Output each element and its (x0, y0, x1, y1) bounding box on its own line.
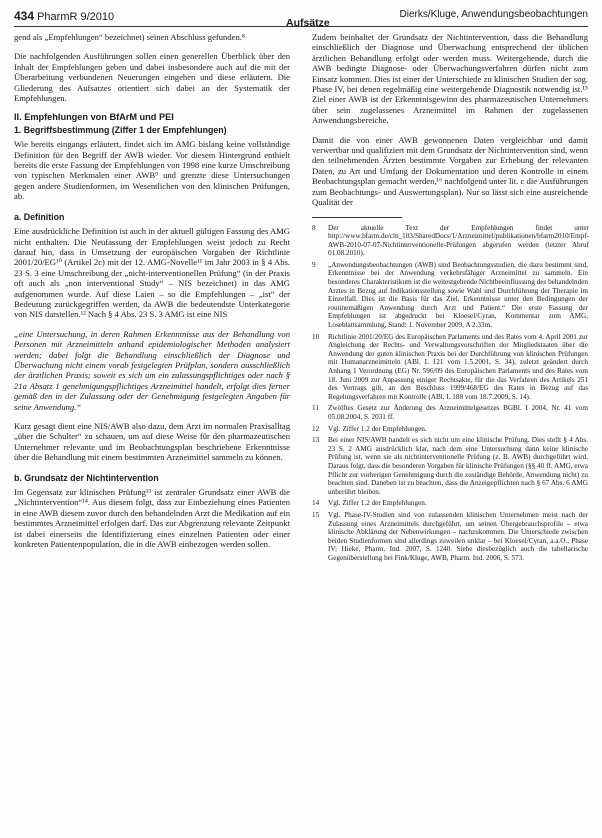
left-column (14, 32, 290, 558)
footnote-text: Vgl. Ziffer 1.2 der Empfehlungen. (328, 424, 427, 433)
footnote (312, 404, 588, 421)
footnote-text: Bei einer NIS/AWB handelt es sich nicht um eine klinische Prüfung. Dies stellt § 4 Abs. 23 S. 2 AMG ausdrücklich klar, nach dem eine Untersuchung dann keine klinische Prüfung ist, wenn sie als nichtinterventionelle Prüfung (z. B. AWB) durchgeführt wird. Daraus folgt, dass die besonderen Vorgaben für klinische Prüfungen (§§ 40 ff. AMG, etwa Pflicht zur vorherigen Genehmigung durch die zuständige Behörde, Anwendung nicht) zu beachten sind. Daneben ist zu beachten, dass die Anzeigepflichten nach § 67 Abs. 6 AMG unberührt bleiben. (328, 436, 588, 496)
footnote-text: Vgl. Ziffer 1.2 der Empfehlungen. (328, 499, 427, 508)
footnote-number: 9 (312, 260, 316, 269)
paragraph: gend als „Empfehlungen“ bezeichnet) seinen Abschluss gefunden.⁸ (14, 32, 245, 42)
footnote (312, 499, 588, 508)
footnote-text: Vgl. Phase-IV-Studien sind von zulassenden klinischen Unternehmen meist nach der Zulassung eines Arzneimittels durchgeführt, um seinen Übergebrauchsprofile – etwa klinische Abklärung der Nebenwirkungen – nachzukommen. Die Unterschiede zwischen beiden Studienformen sind allerdings zuweilen unklar – bei Kloesel/Cyran, a.a.O., Phase IV; Hieke, Pharm. Ind. 2007, S. 1240. Siehe diesbezüglich auch die tabellarische Gegenüberstellung bei Fink/Kluge, AWB, Pharm. Ind. 2006, S. 573. (328, 510, 588, 562)
page-number: 434 (14, 9, 35, 23)
journal-issue: PharmR 9/2010 (37, 11, 115, 23)
header-left (14, 9, 114, 23)
footnote-separator (312, 217, 402, 218)
footnote-text: Richtlinie 2001/20/EG des Europäischen Parlaments und des Rates vom 4. April 2001 zur Angleichung der Rechts- und Verwaltungsvorschriften der Mitgliedstaaten über die Anwendung der guten klinischen Praxis bei der Durchführung von klinischen Prüfungen mit Humanarzneimitteln (ABl. L 121 vom 1.5.2001, S. 34), zuletzt geändert durch Anhang 1 Verordnung (EG) Nr. 596/09 des Europäischen Parlaments und des Rates vom 18. Juni 2009 zur Anpassung einiger Rechtsakte, für die das Verfahren des Artikels 251 des Vertrags gilt, an den Beschluss 1999/468/EG des Rates in Bezug auf das Regelungsverfahren mit Kontrolle (ABl. L 188 vom 18.7.2009, S. 14). (328, 332, 588, 401)
footnote-text: „Anwendungsbeobachtungen (AWB) sind Beobachtungsstudien, die dazu bestimmt sind, Erkenntnisse bei der Anwendung verkehrsfähiger Arzneimittel zu sammeln. Ein besonderes Charakteristikum ist die weitestgehende Nichtbeeinflussung des behandelnden Arztes in Bezug auf Indikationsstellung sowie Wahl und Durchführung der Therapie im Einzelfall. Dies ist die Basis für das Ziel, Erkenntnisse unter den Bedingungen der routinemäßigen Anwendung durch Arzt und Patient.“ Die erste Fassung der Empfehlungen ist abgedruckt bei Kloesel/Cyran, Kommentar zum AMG, Loseblattsammlung, Stand: 1. November 2009, A 2.33m. (328, 260, 588, 330)
footnote-number: 14 (312, 499, 320, 508)
paragraph: Zudem beinhaltet der Grundsatz der Nichtintervention, dass die Behandlung einschließlich der Diagnose und Überwachung entsprechend der üblichen ärztlichen Behandlung erfolgt oder werden muss. Weitergehende, durch die AWB bedingte Diagnose- oder Überwachungsverfahren dürfen nicht zum Einsatz kommen. Dies ist einer der Unterschiede zu klinischen Studien der sog. Phase IV, bei denen regelmäßig eine weitergehende Diagnostik notwendig ist.¹⁵ Ziel einer AWB ist der Erkenntnisgewinn des pharmazeutischen Unternehmers über sein zugelassenes Arzneimittel im Rahmen der zugelassenen Anwendungsbereiche. (312, 32, 588, 126)
paragraph: Im Gegensatz zur klinischen Prüfung¹³ ist zentraler Grundsatz einer AWB die „Nichtintervention“¹⁴. Aus diesem folgt, dass zur Einbeziehung eines Patienten in eine AWB diesem zuvor durch den behandelnden Arzt die Medikation auf ein bestimmtes Arzneimittel erfolgen darf. Das zur Abgrenzung relevante Zeitpunkt ist dabei einerseits die Identifizierung eines einzelnen Patienten oder einer konkreten Patientenpopulation, die in die AWB einbezogen werden sollen. (14, 487, 290, 550)
footnote-number: 15 (312, 510, 320, 519)
footnote (312, 333, 588, 402)
header-rule (14, 26, 588, 27)
footnote-number: 8 (312, 223, 316, 232)
subsection-heading: 1. Begriffsbestimmung (Ziffer 1 der Empfehlungen) (14, 124, 227, 135)
right-column (312, 32, 588, 565)
footnote-number: 13 (312, 436, 320, 445)
footnote (312, 511, 588, 563)
subheading-definition: a. Definition (14, 211, 65, 222)
footnote (312, 425, 588, 434)
footnote-text: Zwölftes Gesetz zur Änderung des Arzneimittelgesetzes BGBl. I 2004, Nr. 41 vom 05.08.2004, S. 2031 ff. (328, 404, 588, 421)
footnote (312, 436, 588, 496)
footnote (312, 224, 588, 258)
paragraph: Eine ausdrückliche Definition ist auch in der aktuell gültigen Fassung des AMG nicht enthalten. Die Neufassung der Empfehlungen weist jedoch zu Recht darauf hin, dass in Umsetzung der europäischen Vorgaben der Richtlinie 2001/20/EG¹⁰ (Artikel 2c) mit der 12. AMG-Novelle¹¹ im Jahr 2003 in § 4 Abs. 23 S. 3 eine Umschreibung der „nicht-interventionellen Prüfung“ (in der Praxis oft auch als „non interventional Study“ – NIS bezeichnet) in das AMG aufgenommen wurde. Auf diese Laien – so die Empfehlungen – „ist“ der Bedeutung zurückgegriffen werden, da AWB die bedeutendste Unterkategorie von NIS darstellen.¹² Nach § 4 Abs. 23 S. 3 AMG ist eine NIS (14, 226, 290, 320)
statute-quote: „eine Untersuchung, in deren Rahmen Erkenntnisse aus der Behandlung von Personen mit Arzneimitteln anhand epidemiologischer Methoden analysiert werden; dabei folgt die Behandlung einschließlich der Diagnose und Überwachung nicht einem vorab festgelegten Prüfplan, sondern ausschließlich der ärztlichen Praxis; soweit es sich um ein zulassungspflichtiges oder nach § 21a Absatz 1 genehmigungspflichtiges Arzneimittel handelt, erfolgt dies ferner gemäß den in der Zulassung oder der Genehmigung festgelegten Angaben für seine Anwendung.“ (14, 328, 290, 412)
running-title: Dierks/Kluge, Anwendungsbeobachtungen (399, 9, 588, 20)
section-label: Aufsätze (286, 17, 330, 29)
paragraph: Die nachfolgenden Ausführungen sollen einen generellen Überblick über den Inhalt der Empfehlungen geben und dabei insbesondere auch auf die mit der Überarbeitung verbundenen Neuerungen eingehen und diese erläutern. Die Gliederung des Aufsatzes orientiert sich dabei an der Systematik der Empfehlungen. (14, 51, 290, 104)
paragraph: Damit die von einer AWB gewonnenen Daten vergleichbar und damit verwertbar und qualifiziert mit dem Grundsatz der Nichtintervention sind, wenn den teilnehmenden Ärzten bestimmte Vorgaben zur Erhebung der relevanten Daten, zu Art und Umfang der Dokumentation und deren Kontrolle in einem Beobachtungsplan gemacht werden,¹⁶ nachfolgend unter lit. c die Ausführungen zum Beobachtungs- und Auswertungsplan). Nur so lässt sich eine ausreichende Qualität der (312, 134, 588, 208)
section-heading: II. Empfehlungen von BfArM und PEI (14, 112, 174, 123)
footnote (312, 261, 588, 330)
paragraph: Wie bereits eingangs erläutert, findet sich im AMG bislang keine vollständige Definition für den Begriff der AWB wieder. Vor diesem Hintergrund enthielt bereits die erste Fassung der Empfehlungen von 1998 eine kurze Umschreibung von typischen Merkmalen einer AWB⁹ und grenzte diese Untersuchungen gegen andere Studienformen, im Wesentlichen von den klinischen Prüfungen, ab. (14, 139, 290, 202)
paragraph: Kurz gesagt dient eine NIS/AWB also dazu, dem Arzt im normalen Praxisalltag „über die Schulter“ zu schauen, um auf diese Weise für den pharmazeutischen Unternehmer relevante und im Beobachtungsplan beschriebene Erkenntnisse über die Behandlung mit einem bestimmten Arzneimittel sammeln zu können. (14, 421, 290, 463)
footnote-number: 12 (312, 424, 320, 433)
footnote-text: Der aktuelle Text der Empfehlungen findet unter http://www.bfarm.de/cln_103/SharedDocs/1/Arzneimittel/publikationen/bfarm2010/Empf-AWB-2010-07-07-Nichtinterventionelle-Prüfungen abgerufen werden (letzter Abruf 01.08.2010). (328, 223, 590, 258)
footnote-number: 10 (312, 332, 320, 341)
running-header (14, 6, 588, 28)
footnote-number: 11 (312, 404, 319, 413)
subheading-nichtintervention: b. Grundsatz der Nichtintervention (14, 472, 159, 483)
footnotes (312, 224, 588, 563)
